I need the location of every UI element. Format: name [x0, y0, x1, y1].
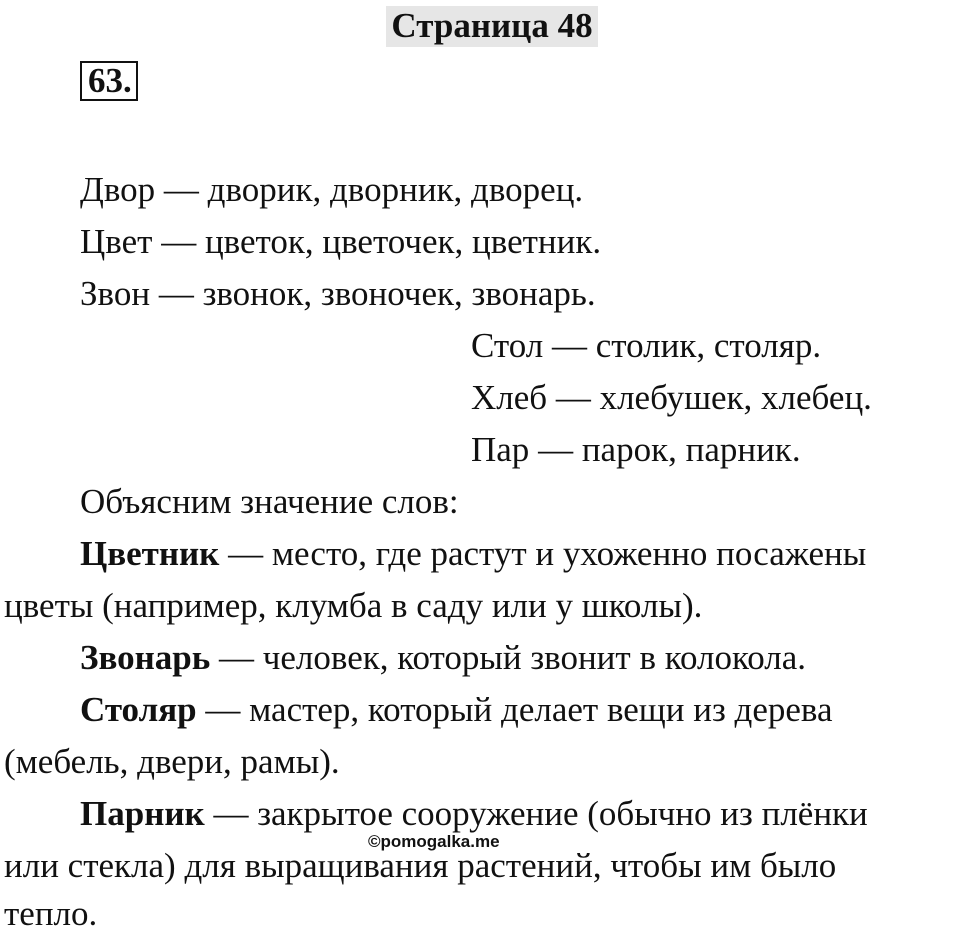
word-family-root: Стол — [471, 326, 544, 365]
definition-continuation: тепло. — [4, 894, 98, 933]
word-family-dash: — — [547, 378, 600, 417]
task-number-box: 63. — [80, 61, 138, 101]
definition-term: Цветник — [80, 534, 220, 573]
word-family-words: парок, парник. — [581, 430, 801, 469]
word-family-root: Цвет — [80, 222, 153, 261]
word-family-root: Звон — [80, 274, 151, 313]
definition-term: Парник — [80, 794, 205, 833]
word-family-line — [471, 326, 821, 366]
definition-continuation: цветы (например, клумба в саду или у школы). — [4, 586, 703, 625]
definition-text: — закрытое сооружение (обычно из плёнки — [204, 794, 868, 833]
definition-text: — человек, который звонит в колокола. — [210, 638, 806, 677]
definition-text: — место, где растут и ухоженно посажены — [219, 534, 867, 573]
word-family-line — [80, 222, 601, 262]
definition-term: Звонарь — [80, 638, 211, 677]
definition-continuation: (мебель, двери, рамы). — [4, 742, 340, 781]
definition-line — [80, 690, 833, 730]
word-family-words: столик, столяр. — [595, 326, 822, 365]
word-family-root: Пар — [471, 430, 530, 469]
page-title-text: Страница 48 — [386, 6, 597, 47]
definition-text: — мастер, который делает вещи из дерева — [196, 690, 833, 729]
word-family-dash: — — [529, 430, 582, 469]
word-family-words: хлебушек, хлебец. — [599, 378, 872, 417]
word-family-root: Хлеб — [471, 378, 548, 417]
word-family-line — [80, 170, 583, 210]
explain-intro: Объясним значение слов: — [80, 482, 459, 521]
word-family-dash: — — [150, 274, 203, 313]
task-number — [80, 61, 138, 101]
word-family-line — [471, 378, 872, 418]
word-family-words: дворик, дворник, дворец. — [207, 170, 584, 209]
word-family-root: Двор — [80, 170, 156, 209]
word-family-dash: — — [155, 170, 208, 209]
definition-term: Столяр — [80, 690, 197, 729]
word-family-dash: — — [543, 326, 596, 365]
definition-line — [80, 638, 806, 678]
word-family-words: цветок, цветочек, цветник. — [204, 222, 602, 261]
word-family-dash: — — [152, 222, 205, 261]
word-family-line — [471, 430, 801, 470]
word-family-words: звонок, звоночек, звонарь. — [202, 274, 596, 313]
definition-line — [80, 534, 866, 574]
word-family-line — [80, 274, 596, 314]
page-title — [0, 6, 960, 46]
watermark: ©pomogalka.me — [368, 832, 500, 851]
definition-line — [80, 794, 868, 834]
definition-continuation: или стекла) для выращивания растений, чтобы им было — [4, 846, 837, 885]
